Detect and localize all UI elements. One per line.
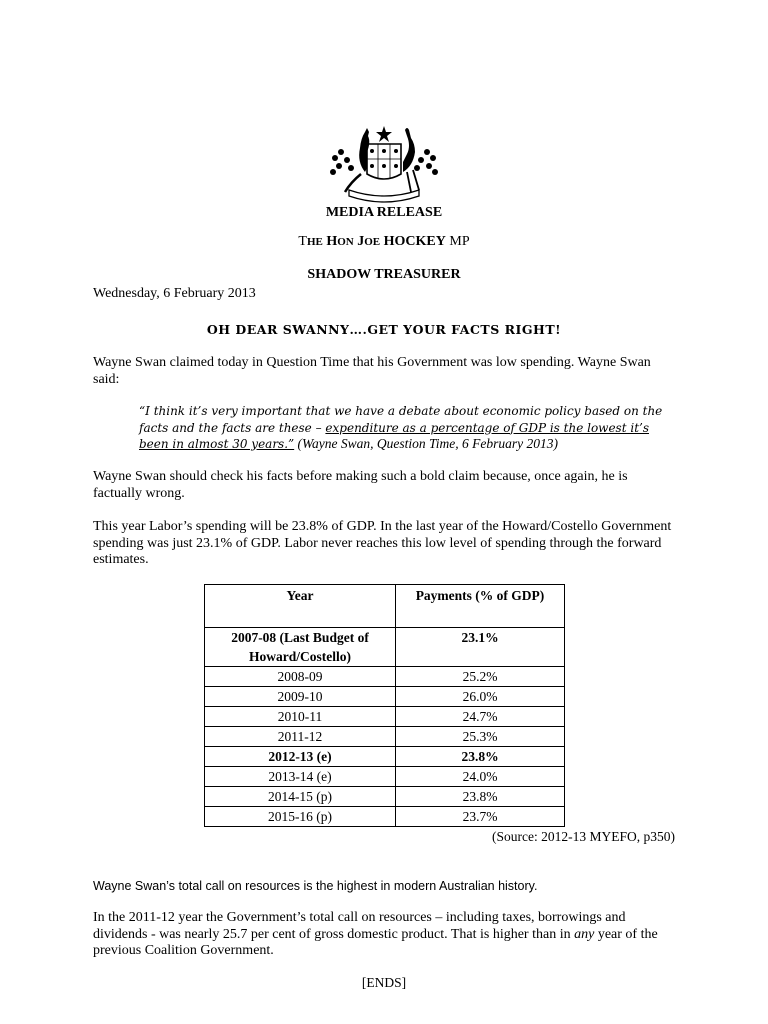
table-header-row [205,585,565,628]
table-cell-year: 2007-08 (Last Budget of Howard/Costello) [205,628,396,667]
table-cell-value: 23.8% [396,747,565,767]
table-cell-value: 24.7% [396,707,565,727]
table-row [205,807,565,827]
table-cell-value: 23.7% [396,807,565,827]
paragraph-5-text: In the 2011-12 year the Government’s total call on resources – including taxes, borrowings and dividends - was nearly 25.7 per cent of gross domestic product. That is higher than in [93,910,626,942]
swan-quote [139,403,679,453]
name-hon-initial: H [326,234,338,249]
table-row [205,667,565,687]
headline: OH DEAR SWANNY….GET YOUR FACTS RIGHT! [206,322,562,337]
name-the-initial: T [298,234,307,249]
table-source: (Source: 2012-13 MYEFO, p350) [492,829,675,844]
column-header-payments: Payments (% of GDP) [396,585,565,628]
table-cell-year: 2014-15 (p) [205,787,396,807]
coat-of-arms-icon [327,122,441,204]
table-cell-year: 2015-16 (p) [205,807,396,827]
quote-underlined: expenditure as a percentage of GDP is the lowest it’s been in almost 30 years.” [139,420,649,451]
media-release-label: MEDIA RELEASE [325,205,443,220]
paragraph-4: Wayne Swan’s total call on resources is the highest in modern Australian history. [93,879,538,893]
table-cell-value: 25.3% [396,727,565,747]
name-joe-rest: OE [364,236,381,248]
name-joe-initial: J [357,234,365,249]
name-mp: MP [449,234,470,249]
table-cell-value: 23.8% [396,787,565,807]
table-row [205,787,565,807]
paragraph-5-emphasis: any [574,926,595,942]
table-cell-year: 2012-13 (e) [205,747,396,767]
table-cell-year: 2010-11 [205,707,396,727]
minister-name [0,234,768,250]
table-row [205,747,565,767]
name-hon-rest: ON [337,236,354,248]
table-row [205,767,565,787]
table-cell-value: 23.1% [396,628,565,667]
table-cell-year: 2008-09 [205,667,396,687]
paragraph-5-tail: year of the previous Coalition Government. [93,926,658,958]
table-cell-year: 2009-10 [205,687,396,707]
name-the-rest: HE [306,236,323,248]
paragraph-2: Wayne Swan should check his facts before making such a bold claim because, once again, he is factually wrong. [93,469,628,501]
table-cell-year: 2011-12 [205,727,396,747]
paragraph-1: Wayne Swan claimed today in Question Time that his Government was low spending. Wayne Swan said: [93,355,651,387]
paragraph-3: This year Labor’s spending will be 23.8% of GDP. In the last year of the Howard/Costello Government spending was just 23.1% of GDP. Labor never reaches this low level of spending through the forward estimates. [93,519,672,567]
table-row [205,727,565,747]
ends-marker: [ENDS] [361,975,407,990]
column-header-year: Year [205,585,396,628]
release-date: Wednesday, 6 February 2013 [93,286,256,301]
quote-source: (Wayne Swan, Question Time, 6 February 2013) [294,436,559,451]
table-cell-value: 25.2% [396,667,565,687]
name-hockey: HOCKEY [383,234,446,249]
paragraph-5 [93,910,673,960]
quote-text: “I think it’s very important that we have a debate about economic policy based on the facts and the facts are these – [139,404,663,435]
minister-title: SHADOW TREASURER [307,267,461,282]
table-row [205,628,565,667]
table-cell-value: 26.0% [396,687,565,707]
table-row [205,687,565,707]
table-cell-value: 24.0% [396,767,565,787]
table-row [205,707,565,727]
payments-table [204,584,565,827]
table-cell-year: 2013-14 (e) [205,767,396,787]
